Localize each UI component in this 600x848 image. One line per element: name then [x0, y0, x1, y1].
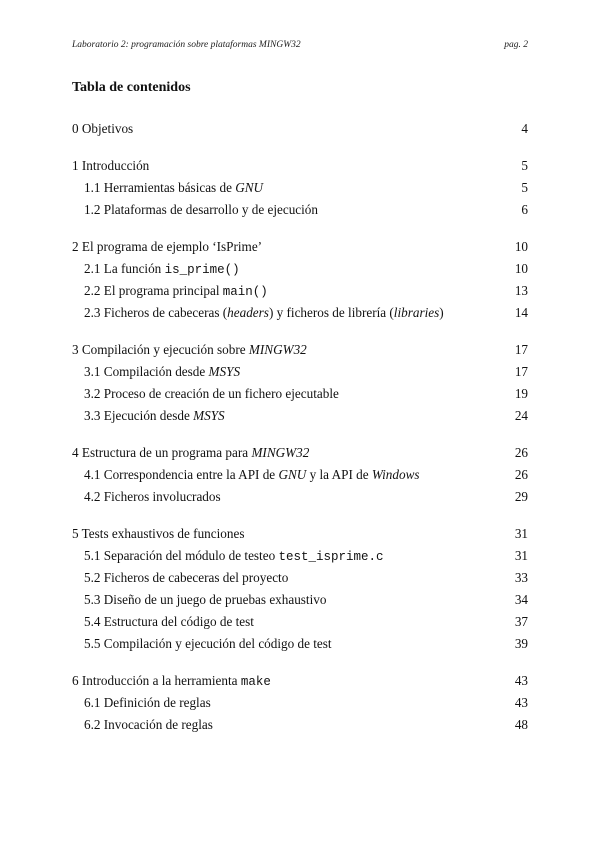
toc-entry-number: 6.2	[84, 717, 101, 732]
toc-section-entry[interactable]	[72, 523, 528, 545]
toc-entry-title-segment: Windows	[371, 467, 420, 482]
toc-entry-number: 1	[72, 158, 79, 173]
toc-entry-title-segment: Ficheros de cabeceras (	[103, 305, 228, 320]
header-document-title: Laboratorio 2: programación sobre plataformas MINGW32	[72, 40, 301, 50]
toc-section-entry[interactable]	[72, 670, 528, 692]
toc-section-group	[72, 670, 528, 736]
toc-entry-page-number: 34	[514, 592, 528, 607]
toc-entry-page-number: 19	[514, 386, 528, 401]
toc-entry-title-segment: El programa de ejemplo ‘IsPrime’	[81, 239, 263, 254]
toc-entry-page-number: 31	[514, 548, 528, 563]
toc-entry-page-number: 26	[514, 467, 528, 482]
toc-subsection-entry[interactable]	[72, 486, 528, 508]
toc-entry-title-segment: GNU	[278, 467, 307, 482]
toc-entry-number: 2.2	[84, 283, 101, 298]
toc-subsection-entry[interactable]	[72, 589, 528, 611]
toc-entry-number: 2.1	[84, 261, 101, 276]
toc-entry-number: 3.3	[84, 408, 101, 423]
toc-section-entry[interactable]	[72, 236, 528, 258]
toc-entry-title-segment: test_isprime.c	[278, 550, 384, 564]
toc-entry-title-segment: Ficheros de cabeceras del proyecto	[103, 570, 289, 585]
toc-entry-title-segment: Proceso de creación de un fichero ejecutable	[103, 386, 339, 401]
toc-entry-page-number: 10	[514, 261, 528, 276]
toc-entry-page-number: 5	[521, 158, 528, 173]
toc-entry-title-segment: Herramientas básicas de	[103, 180, 236, 195]
page-header	[72, 40, 528, 50]
toc-entry-number: 4.1	[84, 467, 101, 482]
toc-entry-number: 3.2	[84, 386, 101, 401]
toc-section-entry[interactable]	[72, 339, 528, 361]
toc-entry-title-segment: main()	[222, 285, 268, 299]
toc-entry-title-segment: Invocación de reglas	[103, 717, 213, 732]
toc-entry-page-number: 10	[514, 239, 528, 254]
toc-entry-title-segment: Separación del módulo de testeo	[103, 548, 279, 563]
toc-entry-title-segment: El programa principal	[103, 283, 223, 298]
toc-entry-number: 5.4	[84, 614, 101, 629]
toc-entry-title-segment: Correspondencia entre la API de	[103, 467, 279, 482]
toc-section-group	[72, 442, 528, 508]
toc-title: Tabla de contenidos	[72, 80, 191, 95]
toc-subsection-entry[interactable]	[72, 567, 528, 589]
toc-entry-title-segment: Plataformas de desarrollo y de ejecución	[103, 202, 318, 217]
toc-section-entry[interactable]	[72, 118, 528, 140]
toc-subsection-entry[interactable]	[72, 258, 528, 280]
toc-entry-title-segment: Introducción a la herramienta	[81, 673, 241, 688]
toc-entry-number: 6.1	[84, 695, 101, 710]
toc-entry-page-number: 31	[514, 526, 528, 541]
toc-entry-number: 5.3	[84, 592, 101, 607]
toc-entry-number: 4	[72, 445, 79, 460]
toc-entry-page-number: 26	[514, 445, 528, 460]
toc-entry-title-segment: Compilación y ejecución del código de test	[103, 636, 332, 651]
toc-entry-title-segment: Objetivos	[81, 121, 134, 136]
toc-entry-page-number: 29	[514, 489, 528, 504]
toc-entry-title-segment: libraries	[393, 305, 440, 320]
toc-section-group	[72, 523, 528, 655]
toc-entry-number: 5.5	[84, 636, 101, 651]
toc-entry-number: 1.1	[84, 180, 101, 195]
toc-section-entry[interactable]	[72, 442, 528, 464]
toc-subsection-entry[interactable]	[72, 405, 528, 427]
toc-entry-number: 2	[72, 239, 79, 254]
toc-entry-number: 5.2	[84, 570, 101, 585]
toc-entry-title-segment: Introducción	[81, 158, 150, 173]
toc-entry-page-number: 17	[514, 364, 528, 379]
toc-entry-page-number: 5	[521, 180, 528, 195]
toc-entry-title-segment: ) y ficheros de librería (	[268, 305, 394, 320]
toc-entry-title-segment: MSYS	[208, 364, 241, 379]
toc-entry-page-number: 37	[514, 614, 528, 629]
toc-section-group	[72, 118, 528, 140]
toc-subsection-entry[interactable]	[72, 177, 528, 199]
toc-entry-number: 6	[72, 673, 79, 688]
toc-section-entry[interactable]	[72, 155, 528, 177]
toc-entry-page-number: 13	[514, 283, 528, 298]
toc-entry-title-segment: Compilación y ejecución sobre	[81, 342, 249, 357]
toc-entry-title-segment: y la API de	[306, 467, 372, 482]
toc-entry-title-segment: Tests exhaustivos de funciones	[81, 526, 245, 541]
toc-entry-number: 4.2	[84, 489, 101, 504]
toc-subsection-entry[interactable]	[72, 199, 528, 221]
toc-entry-page-number: 4	[521, 121, 528, 136]
toc-entry-title-segment: MINGW32	[248, 342, 307, 357]
toc-entry-number: 5	[72, 526, 79, 541]
toc-entry-title-segment: Definición de reglas	[103, 695, 211, 710]
toc-entry-page-number: 6	[521, 202, 528, 217]
toc-entry-title-segment: Estructura del código de test	[103, 614, 254, 629]
toc-entry-title-segment: Ejecución desde	[103, 408, 194, 423]
toc-entry-page-number: 33	[514, 570, 528, 585]
toc-subsection-entry[interactable]	[72, 611, 528, 633]
toc-entry-page-number: 39	[514, 636, 528, 651]
toc-entry-number: 2.3	[84, 305, 101, 320]
toc-entry-title-segment: headers	[227, 305, 269, 320]
toc-entry-title-segment: make	[240, 675, 271, 689]
toc-entry-title-segment: MSYS	[193, 408, 225, 423]
toc-entry-title-segment: GNU	[235, 180, 264, 195]
toc-entry-page-number: 24	[514, 408, 528, 423]
toc-subsection-entry[interactable]	[72, 633, 528, 655]
toc-entry-title-segment: )	[439, 305, 444, 320]
toc-entry-title-segment: Diseño de un juego de pruebas exhaustivo	[103, 592, 327, 607]
toc-subsection-entry[interactable]	[72, 280, 528, 302]
toc-subsection-entry[interactable]	[72, 464, 528, 486]
toc-entry-title-segment: Compilación desde	[103, 364, 209, 379]
toc-entry-page-number: 43	[514, 695, 528, 710]
toc-entry-number: 3.1	[84, 364, 101, 379]
toc-entry-page-number: 17	[514, 342, 528, 357]
header-page-number: pag. 2	[504, 40, 528, 50]
toc-subsection-entry[interactable]	[72, 545, 528, 567]
toc-subsection-entry[interactable]	[72, 361, 528, 383]
toc-section-group	[72, 339, 528, 427]
toc-entry-title-segment: Ficheros involucrados	[103, 489, 221, 504]
toc-entry-number: 1.2	[84, 202, 101, 217]
toc-section-group	[72, 155, 528, 221]
toc-entry-number: 5.1	[84, 548, 101, 563]
table-of-contents	[72, 118, 528, 751]
toc-entry-title-segment: Estructura de un programa para	[81, 445, 252, 460]
toc-entry-page-number: 14	[514, 305, 528, 320]
toc-entry-page-number: 43	[514, 673, 528, 688]
toc-subsection-entry[interactable]	[72, 692, 528, 714]
toc-entry-title-segment: La función	[103, 261, 165, 276]
toc-entry-title-segment: is_prime()	[164, 263, 240, 277]
toc-subsection-entry[interactable]	[72, 302, 528, 324]
toc-subsection-entry[interactable]	[72, 383, 528, 405]
toc-entry-page-number: 48	[514, 717, 528, 732]
toc-entry-title-segment: MINGW32	[251, 445, 310, 460]
toc-section-group	[72, 236, 528, 324]
toc-entry-number: 0	[72, 121, 79, 136]
toc-entry-number: 3	[72, 342, 79, 357]
toc-subsection-entry[interactable]	[72, 714, 528, 736]
